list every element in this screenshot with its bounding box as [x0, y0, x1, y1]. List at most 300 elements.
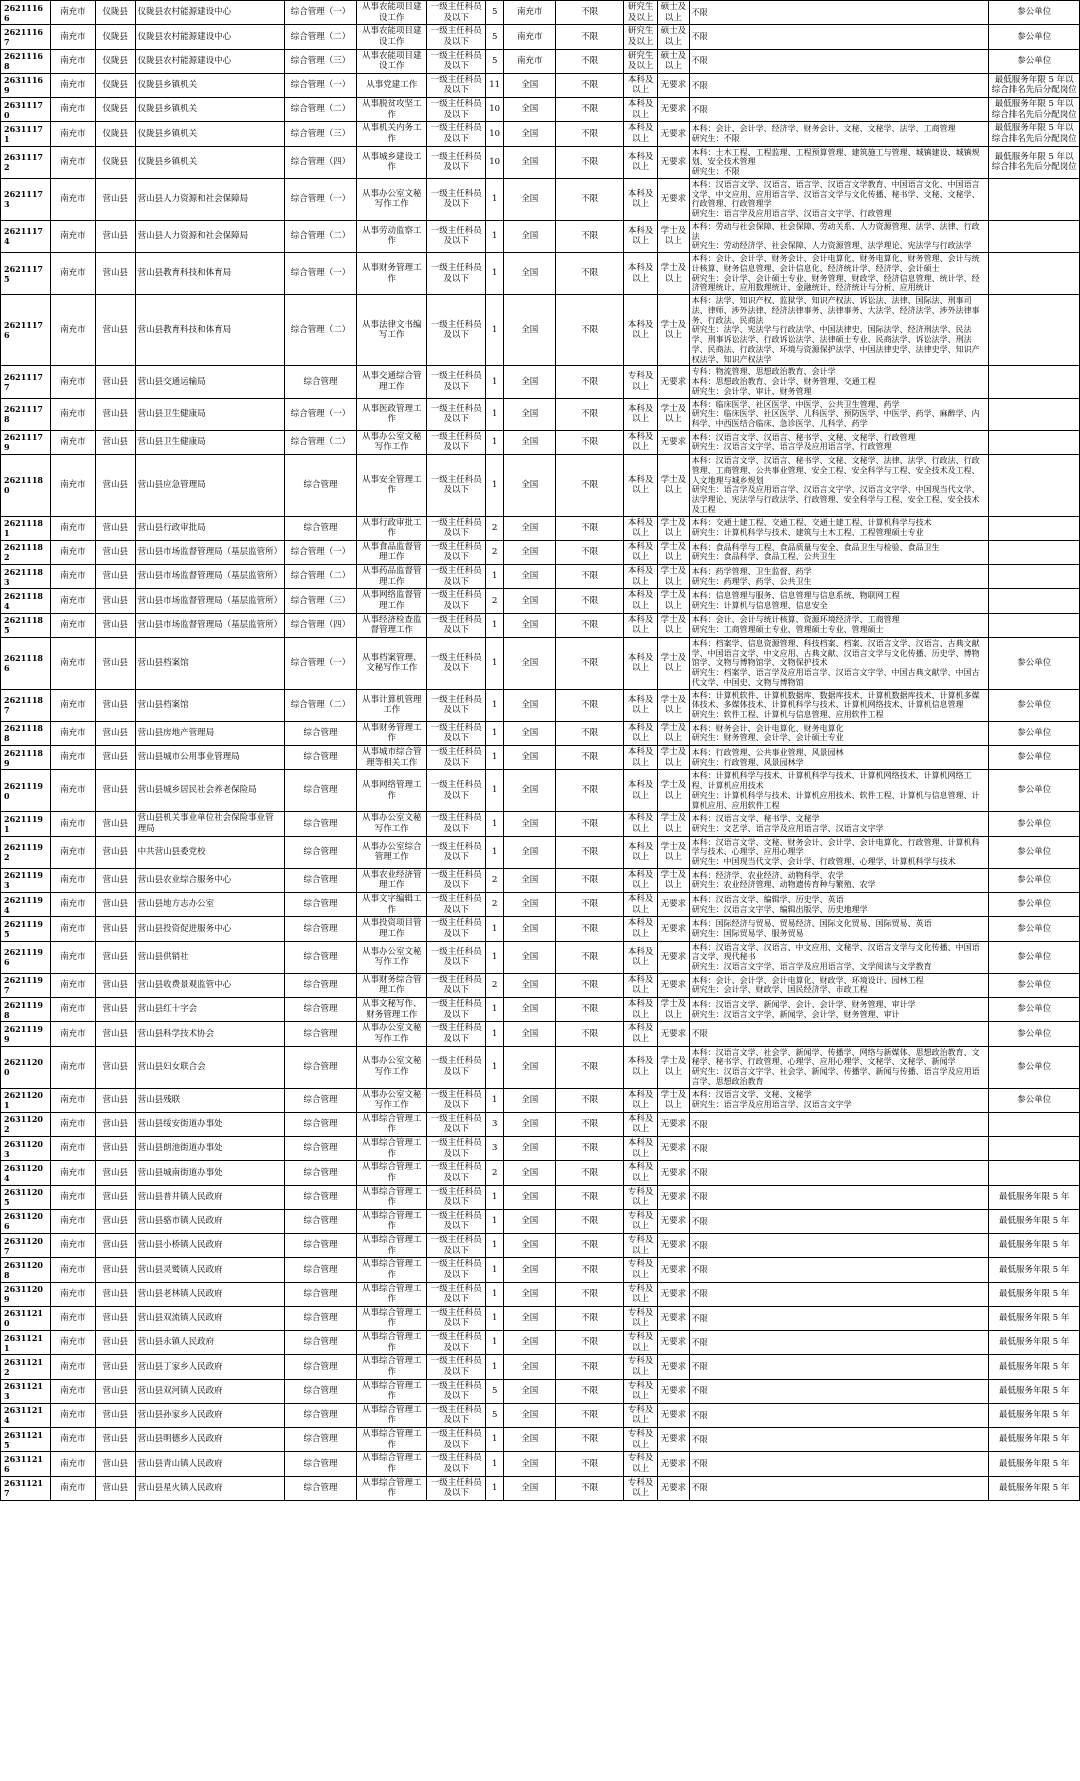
county-cell: 营山县	[95, 1452, 135, 1476]
position-cell: 综合管理	[284, 1306, 356, 1330]
note-cell: 参公单位	[989, 770, 1080, 812]
degree-cell: 无要求	[658, 1022, 690, 1046]
education-cell: 本科及以上	[624, 1137, 658, 1161]
degree-cell: 学士及以上	[658, 398, 690, 430]
duty-cell: 从事办公室文秘写作工作	[357, 430, 427, 454]
table-row	[1, 868, 1080, 892]
county-cell: 营山县	[95, 1209, 135, 1233]
county-cell: 营山县	[95, 868, 135, 892]
degree-cell: 学士及以上	[658, 637, 690, 689]
scope-cell: 全国	[504, 220, 556, 252]
level-cell: 一级主任科员及以下	[427, 1452, 486, 1476]
city-cell: 南充市	[50, 1306, 95, 1330]
note-cell: 最低服务年限 5 年	[989, 1355, 1080, 1379]
position-cell: 综合管理	[284, 1331, 356, 1355]
county-cell: 营山县	[95, 398, 135, 430]
position-cell: 综合管理	[284, 1088, 356, 1112]
age-cell: 不限	[556, 1137, 624, 1161]
unit-cell: 营山县人力资源和社会保障局	[135, 220, 284, 252]
table-row	[1, 253, 1080, 295]
count-cell: 1	[486, 1022, 504, 1046]
level-cell: 一级主任科员及以下	[427, 295, 486, 366]
county-cell: 营山县	[95, 220, 135, 252]
education-cell: 专科及以上	[624, 1452, 658, 1476]
county-cell: 营山县	[95, 430, 135, 454]
count-cell: 1	[486, 1088, 504, 1112]
count-cell: 1	[486, 295, 504, 366]
age-cell: 不限	[556, 613, 624, 637]
duty-cell: 从事办公室文秘写作工作	[357, 812, 427, 836]
major-cell: 本科：汉语言文学、汉语言、秘书学、文秘、文秘学、法律、法学、行政法、行政管理、工商管理、公共事业管理、安全工程、安全科学与工程、安全技术及工程、人文地理与城乡规划 研究生：语言学及应用语言学、汉语言文字学、汉语言文字学、中国现当代文学、法学理论、宪法学与行政法学、行政管理、安全科学与工程、安全工程、安全技术及工程	[689, 455, 989, 517]
city-cell: 南充市	[50, 25, 95, 49]
position-code: 26211175	[1, 253, 51, 295]
note-cell: 最低服务年限 5 年	[989, 1403, 1080, 1427]
education-cell: 本科及以上	[624, 540, 658, 564]
count-cell: 10	[486, 122, 504, 146]
major-cell: 本科：药学管理、卫生监督、药学 研究生：药理学、药学、公共卫生	[689, 565, 989, 589]
age-cell: 不限	[556, 455, 624, 517]
age-cell: 不限	[556, 25, 624, 49]
level-cell: 一级主任科员及以下	[427, 540, 486, 564]
level-cell: 一级主任科员及以下	[427, 73, 486, 97]
scope-cell: 全国	[504, 1209, 556, 1233]
duty-cell: 从事经济检查监督管理工作	[357, 613, 427, 637]
city-cell: 南充市	[50, 98, 95, 122]
level-cell: 一级主任科员及以下	[427, 366, 486, 398]
education-cell: 本科及以上	[624, 613, 658, 637]
degree-cell: 学士及以上	[658, 868, 690, 892]
table-row	[1, 295, 1080, 366]
level-cell: 一级主任科员及以下	[427, 1258, 486, 1282]
duty-cell: 从事农业经济管理工作	[357, 868, 427, 892]
city-cell: 南充市	[50, 589, 95, 613]
scope-cell: 全国	[504, 1022, 556, 1046]
count-cell: 2	[486, 540, 504, 564]
table-row	[1, 893, 1080, 917]
unit-cell: 中共营山县委党校	[135, 836, 284, 868]
count-cell: 1	[486, 1331, 504, 1355]
position-cell: 综合管理	[284, 1355, 356, 1379]
unit-cell: 营山县老林镇人民政府	[135, 1282, 284, 1306]
position-code: 26211181	[1, 516, 51, 540]
age-cell: 不限	[556, 178, 624, 220]
table-row	[1, 366, 1080, 398]
position-cell: 综合管理（四）	[284, 613, 356, 637]
level-cell: 一级主任科员及以下	[427, 1088, 486, 1112]
count-cell: 1	[486, 253, 504, 295]
note-cell: 最低服务年限 5 年	[989, 1331, 1080, 1355]
count-cell: 3	[486, 1137, 504, 1161]
level-cell: 一级主任科员及以下	[427, 1331, 486, 1355]
unit-cell: 营山县农业综合服务中心	[135, 868, 284, 892]
degree-cell: 学士及以上	[658, 836, 690, 868]
unit-cell: 营山县城乡居民社会养老保险局	[135, 770, 284, 812]
education-cell: 专科及以上	[624, 1306, 658, 1330]
scope-cell: 全国	[504, 73, 556, 97]
degree-cell: 无要求	[658, 1403, 690, 1427]
city-cell: 南充市	[50, 430, 95, 454]
note-cell: 参公单位	[989, 1088, 1080, 1112]
duty-cell: 从事农能项目建设工作	[357, 49, 427, 73]
city-cell: 南充市	[50, 893, 95, 917]
degree-cell: 学士及以上	[658, 516, 690, 540]
position-code: 26311207	[1, 1234, 51, 1258]
position-code: 26311212	[1, 1355, 51, 1379]
count-cell: 1	[486, 1355, 504, 1379]
city-cell: 南充市	[50, 220, 95, 252]
note-cell: 参公单位	[989, 49, 1080, 73]
note-cell: 参公单位	[989, 941, 1080, 973]
note-cell	[989, 565, 1080, 589]
age-cell: 不限	[556, 893, 624, 917]
county-cell: 营山县	[95, 1476, 135, 1500]
count-cell: 1	[486, 430, 504, 454]
unit-cell: 营山县科学技术协会	[135, 1022, 284, 1046]
city-cell: 南充市	[50, 770, 95, 812]
education-cell: 本科及以上	[624, 836, 658, 868]
city-cell: 南充市	[50, 1, 95, 25]
major-cell: 不限	[689, 1331, 989, 1355]
county-cell: 营山县	[95, 836, 135, 868]
county-cell: 营山县	[95, 516, 135, 540]
level-cell: 一级主任科员及以下	[427, 689, 486, 721]
city-cell: 南充市	[50, 253, 95, 295]
age-cell: 不限	[556, 1112, 624, 1136]
level-cell: 一级主任科员及以下	[427, 1209, 486, 1233]
county-cell: 营山县	[95, 1137, 135, 1161]
duty-cell: 从事综合管理工作	[357, 1209, 427, 1233]
city-cell: 南充市	[50, 366, 95, 398]
count-cell: 1	[486, 836, 504, 868]
scope-cell: 全国	[504, 1452, 556, 1476]
position-cell: 综合管理	[284, 1112, 356, 1136]
unit-cell: 营山县教育科技和体育局	[135, 295, 284, 366]
scope-cell: 全国	[504, 540, 556, 564]
education-cell: 本科及以上	[624, 770, 658, 812]
note-cell	[989, 1161, 1080, 1185]
scope-cell: 全国	[504, 122, 556, 146]
county-cell: 仪陇县	[95, 146, 135, 178]
scope-cell: 全国	[504, 1282, 556, 1306]
unit-cell: 营山县卫生健康局	[135, 398, 284, 430]
position-cell: 综合管理	[284, 836, 356, 868]
position-code: 26211185	[1, 613, 51, 637]
position-cell: 综合管理	[284, 1161, 356, 1185]
education-cell: 本科及以上	[624, 1046, 658, 1088]
position-cell: 综合管理	[284, 1379, 356, 1403]
education-cell: 本科及以上	[624, 1112, 658, 1136]
duty-cell: 从事综合管理工作	[357, 1282, 427, 1306]
unit-cell: 营山县星火镇人民政府	[135, 1476, 284, 1500]
city-cell: 南充市	[50, 1185, 95, 1209]
level-cell: 一级主任科员及以下	[427, 868, 486, 892]
scope-cell: 全国	[504, 770, 556, 812]
major-cell: 不限	[689, 1452, 989, 1476]
education-cell: 本科及以上	[624, 455, 658, 517]
note-cell: 最低服务年限 5 年	[989, 1476, 1080, 1500]
position-cell: 综合管理	[284, 1258, 356, 1282]
table-row	[1, 455, 1080, 517]
note-cell	[989, 1112, 1080, 1136]
education-cell: 专科及以上	[624, 1234, 658, 1258]
duty-cell: 从事计算机管理工作	[357, 689, 427, 721]
level-cell: 一级主任科员及以下	[427, 253, 486, 295]
position-code: 26311204	[1, 1161, 51, 1185]
note-cell: 最低服务年限 5 年	[989, 1282, 1080, 1306]
county-cell: 营山县	[95, 1258, 135, 1282]
education-cell: 本科及以上	[624, 146, 658, 178]
degree-cell: 无要求	[658, 1258, 690, 1282]
city-cell: 南充市	[50, 1331, 95, 1355]
county-cell: 营山县	[95, 1112, 135, 1136]
duty-cell: 从事网络管理工作	[357, 770, 427, 812]
county-cell: 营山县	[95, 770, 135, 812]
major-cell: 不限	[689, 98, 989, 122]
degree-cell: 学士及以上	[658, 613, 690, 637]
scope-cell: 全国	[504, 1112, 556, 1136]
education-cell: 本科及以上	[624, 430, 658, 454]
position-code: 26211201	[1, 1088, 51, 1112]
major-cell: 本科：会计、会计学、会计电算化、财政学、环境设计、园林工程 研究生：会计学、财政学、国民经济学、市政工程	[689, 973, 989, 997]
position-code: 26211187	[1, 689, 51, 721]
county-cell: 营山县	[95, 178, 135, 220]
major-cell: 本科：计算机软件、计算机数据库、数据库技术、计算机数据库技术、计算机多媒体技术、多媒体技术、计算机科学与技术、计算机网络技术、计算机信息管理 研究生：软件工程、计算机与信息管理、应用软件工程	[689, 689, 989, 721]
county-cell: 营山县	[95, 1379, 135, 1403]
level-cell: 一级主任科员及以下	[427, 178, 486, 220]
level-cell: 一级主任科员及以下	[427, 613, 486, 637]
table-row	[1, 637, 1080, 689]
note-cell: 最低服务年限 5 年以综合排名先后分配岗位	[989, 98, 1080, 122]
unit-cell: 仪陇县乡镇机关	[135, 73, 284, 97]
level-cell: 一级主任科员及以下	[427, 1161, 486, 1185]
count-cell: 11	[486, 73, 504, 97]
age-cell: 不限	[556, 1428, 624, 1452]
note-cell: 参公单位	[989, 1022, 1080, 1046]
county-cell: 营山县	[95, 1161, 135, 1185]
position-code: 26311171	[1, 122, 51, 146]
city-cell: 南充市	[50, 1046, 95, 1088]
city-cell: 南充市	[50, 812, 95, 836]
city-cell: 南充市	[50, 998, 95, 1022]
table-row	[1, 812, 1080, 836]
scope-cell: 全国	[504, 1428, 556, 1452]
degree-cell: 学士及以上	[658, 1088, 690, 1112]
major-cell: 本科：信息管理与服务、信息管理与信息系统、物联网工程 研究生：计算机与信息管理、信息安全	[689, 589, 989, 613]
county-cell: 营山县	[95, 812, 135, 836]
table-row	[1, 1185, 1080, 1209]
table-row	[1, 73, 1080, 97]
duty-cell: 从事办公室文秘写作工作	[357, 1088, 427, 1112]
note-cell: 最低服务年限 5 年	[989, 1234, 1080, 1258]
table-row	[1, 398, 1080, 430]
position-code: 26311206	[1, 1209, 51, 1233]
table-row	[1, 1022, 1080, 1046]
note-cell: 最低服务年限 5 年以综合排名先后分配岗位	[989, 73, 1080, 97]
city-cell: 南充市	[50, 146, 95, 178]
position-cell: 综合管理	[284, 868, 356, 892]
city-cell: 南充市	[50, 1112, 95, 1136]
unit-cell: 营山县青山镇人民政府	[135, 1452, 284, 1476]
note-cell: 最低服务年限 5 年	[989, 1379, 1080, 1403]
table-row	[1, 1088, 1080, 1112]
scope-cell: 全国	[504, 721, 556, 745]
unit-cell: 营山县妇女联合会	[135, 1046, 284, 1088]
age-cell: 不限	[556, 565, 624, 589]
position-cell: 综合管理（二）	[284, 98, 356, 122]
note-cell: 参公单位	[989, 746, 1080, 770]
scope-cell: 全国	[504, 941, 556, 973]
table-row	[1, 1428, 1080, 1452]
count-cell: 1	[486, 398, 504, 430]
count-cell: 5	[486, 25, 504, 49]
age-cell: 不限	[556, 398, 624, 430]
position-cell: 综合管理	[284, 998, 356, 1022]
count-cell: 1	[486, 998, 504, 1022]
level-cell: 一级主任科员及以下	[427, 1185, 486, 1209]
degree-cell: 无要求	[658, 1331, 690, 1355]
city-cell: 南充市	[50, 398, 95, 430]
level-cell: 一级主任科员及以下	[427, 721, 486, 745]
scope-cell: 全国	[504, 1046, 556, 1088]
duty-cell: 从事城市综合管理等相关工作	[357, 746, 427, 770]
major-cell: 不限	[689, 73, 989, 97]
unit-cell: 营山县永镇人民政府	[135, 1331, 284, 1355]
major-cell: 本科：汉语言文学、汉语言、秘书学、文秘、文秘学、行政管理 研究生：汉语言文字学、语言学及应用语言学、行政管理	[689, 430, 989, 454]
duty-cell: 从事办公室文秘写作工作	[357, 1022, 427, 1046]
education-cell: 研究生及以上	[624, 1, 658, 25]
education-cell: 研究生及以上	[624, 25, 658, 49]
age-cell: 不限	[556, 366, 624, 398]
education-cell: 本科及以上	[624, 893, 658, 917]
note-cell: 最低服务年限 5 年	[989, 1185, 1080, 1209]
position-cell: 综合管理（三）	[284, 49, 356, 73]
unit-cell: 营山县收费景观监管中心	[135, 973, 284, 997]
major-cell: 本科：临床医学、社区医学、中医学、公共卫生管理、药学 研究生：临床医学、社区医学、儿科医学、预防医学、中医学、药学、麻醉学、内科学、中西医结合临床、急诊医学、儿科学、药学	[689, 398, 989, 430]
city-cell: 南充市	[50, 295, 95, 366]
count-cell: 1	[486, 1185, 504, 1209]
age-cell: 不限	[556, 73, 624, 97]
note-cell	[989, 253, 1080, 295]
count-cell: 1	[486, 613, 504, 637]
age-cell: 不限	[556, 1209, 624, 1233]
duty-cell: 从事综合管理工作	[357, 1379, 427, 1403]
city-cell: 南充市	[50, 613, 95, 637]
unit-cell: 营山县房地产管理局	[135, 721, 284, 745]
major-cell: 本科：汉语言文学、新闻学、会计、会计学、财务管理、审计学 研究生：汉语言文字学、新闻学、会计学、财务管理、审计	[689, 998, 989, 1022]
note-cell: 最低服务年限 5 年	[989, 1209, 1080, 1233]
city-cell: 南充市	[50, 1234, 95, 1258]
note-cell: 最低服务年限 5 年	[989, 1428, 1080, 1452]
county-cell: 营山县	[95, 295, 135, 366]
city-cell: 南充市	[50, 868, 95, 892]
degree-cell: 硕士及以上	[658, 49, 690, 73]
position-code: 26211173	[1, 178, 51, 220]
education-cell: 专科及以上	[624, 366, 658, 398]
position-code: 26211197	[1, 973, 51, 997]
duty-cell: 从事综合管理工作	[357, 1476, 427, 1500]
age-cell: 不限	[556, 1088, 624, 1112]
position-code: 26311170	[1, 98, 51, 122]
scope-cell: 全国	[504, 295, 556, 366]
level-cell: 一级主任科员及以下	[427, 836, 486, 868]
position-cell: 综合管理	[284, 917, 356, 941]
table-row	[1, 146, 1080, 178]
education-cell: 本科及以上	[624, 1022, 658, 1046]
county-cell: 营山县	[95, 613, 135, 637]
duty-cell: 从事综合管理工作	[357, 1306, 427, 1330]
major-cell: 本科：汉语言文学、汉语言、语言学、汉语言文学教育、中国语言文化、中国语言文学、中文应用、应用语言学、汉语言文学与文化传播、秘书学、文秘、文秘学、行政管理、行政管理学 研究生：语言学及应用语言学、汉语言文字学、行政管理	[689, 178, 989, 220]
position-code: 26311211	[1, 1331, 51, 1355]
age-cell: 不限	[556, 1476, 624, 1500]
age-cell: 不限	[556, 1258, 624, 1282]
level-cell: 一级主任科员及以下	[427, 589, 486, 613]
count-cell: 1	[486, 565, 504, 589]
duty-cell: 从事综合管理工作	[357, 1452, 427, 1476]
level-cell: 一级主任科员及以下	[427, 770, 486, 812]
age-cell: 不限	[556, 998, 624, 1022]
count-cell: 2	[486, 1161, 504, 1185]
table-row	[1, 430, 1080, 454]
degree-cell: 无要求	[658, 1209, 690, 1233]
age-cell: 不限	[556, 1403, 624, 1427]
age-cell: 不限	[556, 721, 624, 745]
degree-cell: 硕士及以上	[658, 1, 690, 25]
age-cell: 不限	[556, 917, 624, 941]
table-row	[1, 516, 1080, 540]
degree-cell: 无要求	[658, 973, 690, 997]
note-cell: 参公单位	[989, 1, 1080, 25]
county-cell: 营山县	[95, 973, 135, 997]
level-cell: 一级主任科员及以下	[427, 1022, 486, 1046]
count-cell: 1	[486, 1234, 504, 1258]
level-cell: 一级主任科员及以下	[427, 1112, 486, 1136]
duty-cell: 从事行政审批工作	[357, 516, 427, 540]
degree-cell: 无要求	[658, 98, 690, 122]
age-cell: 不限	[556, 770, 624, 812]
position-code: 26311217	[1, 1476, 51, 1500]
table-row	[1, 613, 1080, 637]
scope-cell: 全国	[504, 973, 556, 997]
unit-cell: 营山县绥安街道办事处	[135, 1112, 284, 1136]
degree-cell: 学士及以上	[658, 540, 690, 564]
education-cell: 本科及以上	[624, 565, 658, 589]
education-cell: 本科及以上	[624, 689, 658, 721]
duty-cell: 从事交通综合管理工作	[357, 366, 427, 398]
note-cell	[989, 589, 1080, 613]
count-cell: 2	[486, 589, 504, 613]
unit-cell: 营山县双流镇人民政府	[135, 1306, 284, 1330]
major-cell: 本科：行政管理、公共事业管理、风景园林 研究生：行政管理、风景园林学	[689, 746, 989, 770]
unit-cell: 营山县交通运输局	[135, 366, 284, 398]
table-row	[1, 1, 1080, 25]
position-code: 26211166	[1, 1, 51, 25]
city-cell: 南充市	[50, 973, 95, 997]
position-code: 26311205	[1, 1185, 51, 1209]
position-cell: 综合管理（二）	[284, 295, 356, 366]
position-code: 26211191	[1, 812, 51, 836]
scope-cell: 全国	[504, 565, 556, 589]
level-cell: 一级主任科员及以下	[427, 25, 486, 49]
level-cell: 一级主任科员及以下	[427, 398, 486, 430]
scope-cell: 全国	[504, 1403, 556, 1427]
duty-cell: 从事综合管理工作	[357, 1428, 427, 1452]
county-cell: 营山县	[95, 1046, 135, 1088]
position-code: 26211198	[1, 998, 51, 1022]
table-row	[1, 917, 1080, 941]
unit-cell: 营山县投资促进服务中心	[135, 917, 284, 941]
age-cell: 不限	[556, 689, 624, 721]
count-cell: 10	[486, 146, 504, 178]
